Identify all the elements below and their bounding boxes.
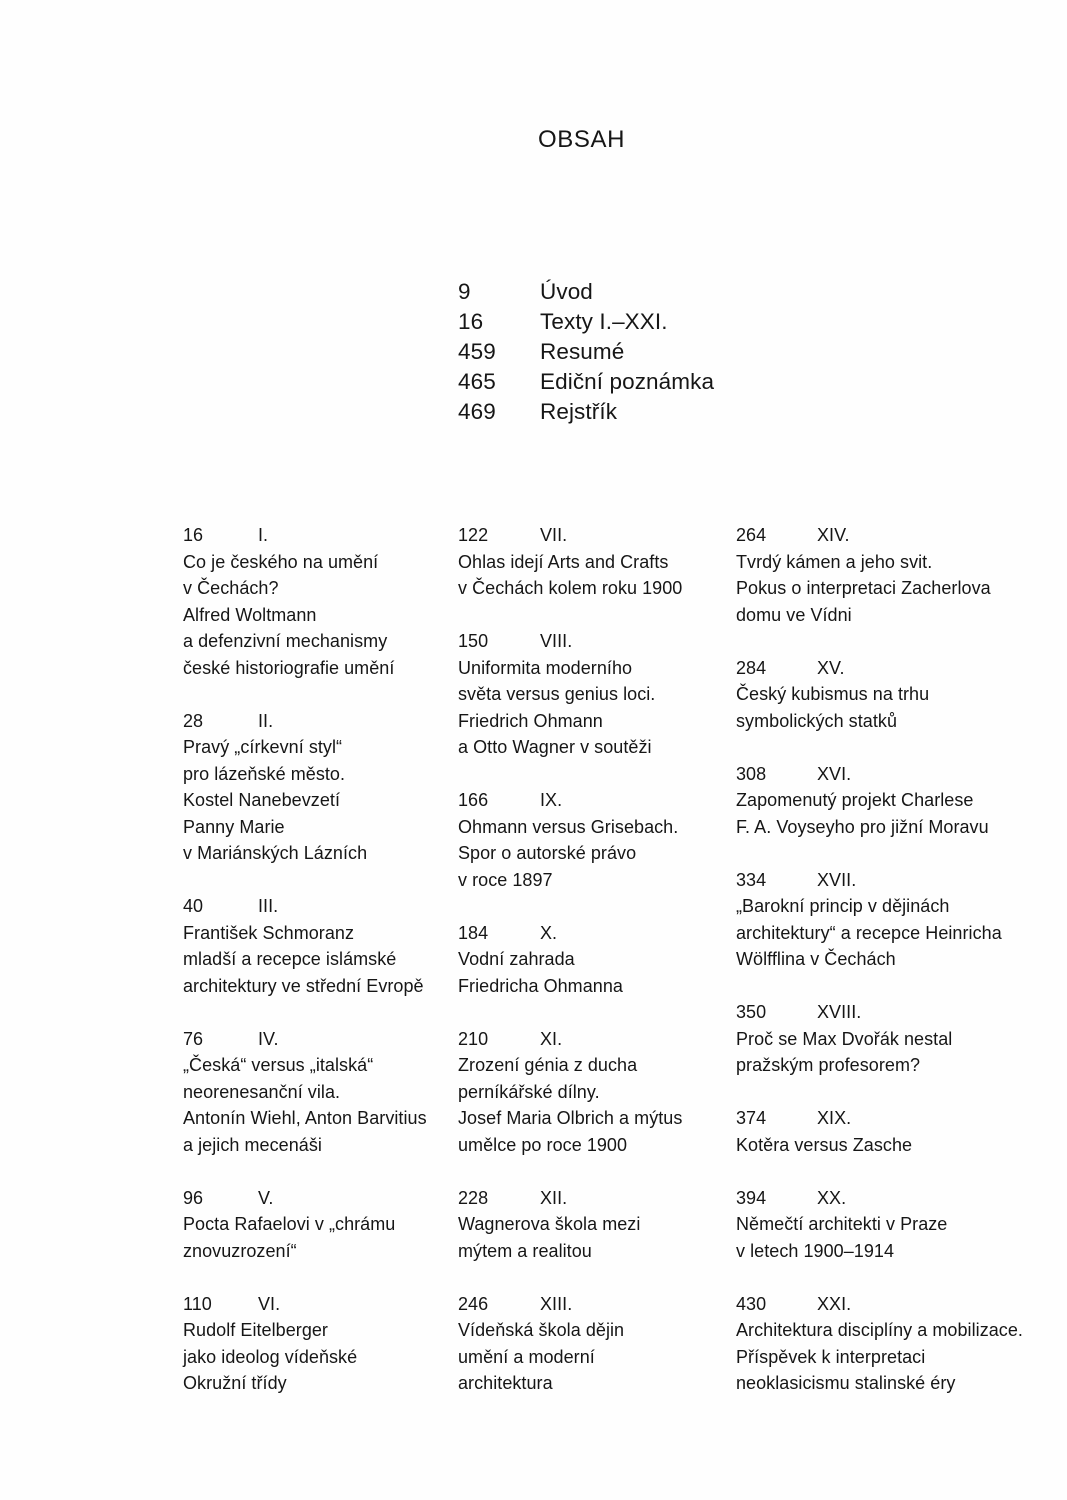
chapter-title-line: Vídeňská škola dějin xyxy=(458,1320,625,1340)
chapter-roman-numeral: XX. xyxy=(817,1187,847,1208)
chapter-page-number: 334 xyxy=(736,869,767,890)
chapter-title-line: Němečtí architekti v Praze xyxy=(736,1214,948,1234)
chapter-title-line: „Česká“ versus „italská“ xyxy=(183,1055,374,1075)
chapter-entry-head xyxy=(458,1026,758,1053)
chapter-roman-numeral: XV. xyxy=(817,657,845,678)
chapter-title-line: Wölfflina v Čechách xyxy=(736,949,896,969)
chapter-column-2 xyxy=(458,522,758,1423)
main-toc-list xyxy=(458,277,714,427)
chapter-title-line: Uniformita moderního xyxy=(458,657,633,678)
chapter-page-number: 264 xyxy=(736,525,767,545)
chapter-title-line: Friedricha Ohmanna xyxy=(458,975,623,996)
chapter-title-line: a jejich mecenáši xyxy=(183,1134,322,1155)
chapter-page-number: 110 xyxy=(183,1293,212,1314)
chapter-entry-head xyxy=(736,761,1036,788)
chapter-roman-numeral: VI. xyxy=(258,1293,281,1314)
chapter-roman-numeral: XVII. xyxy=(817,869,857,890)
chapter-entry-head xyxy=(183,1185,483,1212)
chapter-title-line: a defenzivní mechanismy xyxy=(183,631,388,651)
chapter-entry xyxy=(183,1185,483,1265)
chapter-title-line: v Čechách? xyxy=(183,578,279,598)
chapter-title-line: umění a moderní xyxy=(458,1346,595,1367)
chapter-title-line: Co je českého na umění xyxy=(183,551,379,572)
chapter-entry xyxy=(183,1291,483,1397)
chapter-roman-numeral: XXI. xyxy=(817,1293,852,1314)
chapter-roman-numeral: XVIII. xyxy=(817,1002,862,1022)
chapter-roman-numeral: IX. xyxy=(540,790,563,810)
chapter-title-line: v letech 1900–1914 xyxy=(736,1240,895,1261)
chapter-entry xyxy=(736,1185,1036,1265)
chapter-entry xyxy=(458,522,758,602)
chapter-title-line: světa versus genius loci. xyxy=(458,684,656,704)
chapter-entry xyxy=(458,1291,758,1397)
chapter-column-3 xyxy=(736,522,1036,1423)
chapter-page-number: 394 xyxy=(736,1187,767,1208)
chapter-entry xyxy=(183,522,483,681)
chapter-roman-numeral: XIV. xyxy=(817,525,850,545)
toc-page-number: 459 xyxy=(458,339,496,364)
chapter-title-line: Vodní zahrada xyxy=(458,949,575,969)
chapter-title-line: mladší a recepce islámské xyxy=(183,949,397,969)
chapter-entry xyxy=(736,761,1036,841)
toc-entry-label: Resumé xyxy=(540,339,625,364)
chapter-entry-head xyxy=(183,893,483,920)
chapter-title-line: Panny Marie xyxy=(183,816,285,837)
chapter-roman-numeral: I. xyxy=(258,525,269,545)
chapter-title-line: pro lázeňské město. xyxy=(183,763,346,784)
chapter-title-line: Josef Maria Olbrich a mýtus xyxy=(458,1108,683,1128)
chapter-entry-head xyxy=(736,1291,1036,1318)
main-toc-row xyxy=(458,307,714,337)
chapter-title-line: v Čechách kolem roku 1900 xyxy=(458,578,683,598)
chapter-title-line: Okružní třídy xyxy=(183,1373,287,1393)
chapter-page-number: 210 xyxy=(458,1028,489,1049)
chapter-roman-numeral: XI. xyxy=(540,1028,563,1049)
chapter-title-line: „Barokní princip v dějinách xyxy=(736,896,950,916)
chapter-page-number: 150 xyxy=(458,631,489,651)
chapter-title-line: F. A. Voyseyho pro jižní Moravu xyxy=(736,816,989,837)
chapter-title-line: Rudolf Eitelberger xyxy=(183,1320,328,1340)
chapter-title-line: Pokus o interpretaci Zacherlova xyxy=(736,578,991,598)
chapter-title-line: a Otto Wagner v soutěži xyxy=(458,737,652,757)
main-toc-row xyxy=(458,397,714,427)
chapter-title-line: Tvrdý kámen a jeho svit. xyxy=(736,551,933,572)
toc-entry-label: Úvod xyxy=(540,279,593,304)
chapter-entry xyxy=(183,893,483,999)
chapter-entry-head xyxy=(458,920,758,947)
chapter-roman-numeral: XIX. xyxy=(817,1108,852,1128)
chapter-entry-head xyxy=(736,867,1036,894)
chapter-title-line: v Mariánských Lázních xyxy=(183,843,368,863)
chapter-title-line: architektury ve střední Evropě xyxy=(183,975,424,996)
chapter-title-line: Pravý „církevní styl“ xyxy=(183,737,343,757)
main-toc-row xyxy=(458,277,714,307)
chapter-title-line: Friedrich Ohmann xyxy=(458,710,603,731)
chapter-column-1 xyxy=(183,522,483,1423)
chapter-title-line: české historiografie umění xyxy=(183,657,395,678)
chapter-title-line: Pocta Rafaelovi v „chrámu xyxy=(183,1214,396,1234)
chapter-entry xyxy=(736,1291,1036,1397)
chapter-roman-numeral: VIII. xyxy=(540,631,573,651)
main-toc-row xyxy=(458,337,714,367)
chapter-title-line: neorenesanční vila. xyxy=(183,1081,341,1102)
chapter-page-number: 350 xyxy=(736,1002,767,1022)
main-toc-row xyxy=(458,367,714,397)
chapter-page-number: 308 xyxy=(736,763,767,784)
chapter-title-line: Proč se Max Dvořák nestal xyxy=(736,1028,953,1049)
chapter-title-line: Alfred Woltmann xyxy=(183,604,317,625)
chapter-entry-head xyxy=(736,1185,1036,1212)
chapter-roman-numeral: IV. xyxy=(258,1028,279,1049)
chapter-entry-head xyxy=(736,999,1036,1026)
chapter-entry-head xyxy=(183,522,483,549)
chapter-title-line: Antonín Wiehl, Anton Barvitius xyxy=(183,1108,427,1128)
chapter-page-number: 246 xyxy=(458,1293,489,1314)
chapter-title-line: Wagnerova škola mezi xyxy=(458,1214,641,1234)
chapter-title-line: František Schmoranz xyxy=(183,922,355,943)
chapter-roman-numeral: XIII. xyxy=(540,1293,573,1314)
chapter-entry xyxy=(458,920,758,1000)
chapter-title-line: Zrození génia z ducha xyxy=(458,1055,638,1075)
chapter-title-line: symbolických statků xyxy=(736,710,897,731)
chapter-page-number: 166 xyxy=(458,790,489,810)
toc-page-number: 469 xyxy=(458,399,496,424)
chapter-title-line: Kostel Nanebevzetí xyxy=(183,790,340,810)
chapter-page-number: 284 xyxy=(736,657,767,678)
chapter-title-line: znovuzrození“ xyxy=(183,1240,297,1261)
chapter-page-number: 76 xyxy=(183,1028,204,1049)
chapter-entry-head xyxy=(458,1185,758,1212)
chapter-roman-numeral: II. xyxy=(258,710,274,731)
chapter-page-number: 16 xyxy=(183,525,204,545)
page-title: OBSAH xyxy=(538,126,626,153)
chapter-title-line: Kotěra versus Zasche xyxy=(736,1134,913,1155)
chapter-entry-head xyxy=(458,522,758,549)
chapter-page-number: 122 xyxy=(458,525,489,545)
chapter-page-number: 96 xyxy=(183,1187,204,1208)
chapter-title-line: Architektura disciplíny a mobilizace. xyxy=(736,1320,1023,1340)
chapter-title-line: jako ideolog vídeňské xyxy=(183,1346,358,1367)
chapter-title-line: architektury“ a recepce Heinricha xyxy=(736,922,1002,943)
toc-entry-label: Texty I.–XXI. xyxy=(540,309,668,334)
chapter-roman-numeral: V. xyxy=(258,1187,274,1208)
chapter-entry xyxy=(736,1105,1036,1158)
chapter-entry-head xyxy=(736,655,1036,682)
chapter-roman-numeral: VII. xyxy=(540,525,568,545)
chapter-entry-head xyxy=(183,708,483,735)
chapter-entry xyxy=(183,708,483,867)
chapter-entry-head xyxy=(736,1105,1036,1132)
chapter-title-line: umělce po roce 1900 xyxy=(458,1134,628,1155)
chapter-entry-head xyxy=(458,628,758,655)
chapter-roman-numeral: X. xyxy=(540,922,558,943)
chapter-entry-head xyxy=(458,787,758,814)
chapter-entry-head xyxy=(458,1291,758,1318)
chapter-page-number: 228 xyxy=(458,1187,489,1208)
chapter-title-line: perníkářské dílny. xyxy=(458,1081,600,1102)
toc-page-number: 465 xyxy=(458,369,496,394)
chapter-page-number: 430 xyxy=(736,1293,767,1314)
chapter-title-line: Ohmann versus Grisebach. xyxy=(458,816,679,837)
chapter-entry xyxy=(458,787,758,893)
chapter-entry xyxy=(736,867,1036,973)
chapter-entry-head xyxy=(183,1026,483,1053)
chapter-entry-head xyxy=(736,522,1036,549)
chapter-page-number: 374 xyxy=(736,1108,767,1128)
chapter-entry xyxy=(458,1026,758,1159)
chapter-title-line: v roce 1897 xyxy=(458,869,553,890)
toc-page-number: 16 xyxy=(458,309,484,334)
chapter-page-number: 184 xyxy=(458,922,489,943)
chapter-roman-numeral: III. xyxy=(258,896,279,916)
chapter-title-line: neoklasicismu stalinské éry xyxy=(736,1373,956,1393)
chapter-entry xyxy=(183,1026,483,1159)
chapter-title-line: domu ve Vídni xyxy=(736,604,852,625)
chapter-title-line: Příspěvek k interpretaci xyxy=(736,1346,926,1367)
chapter-title-line: architektura xyxy=(458,1373,553,1393)
chapter-title-line: Český kubismus na trhu xyxy=(736,684,930,704)
chapter-roman-numeral: XII. xyxy=(540,1187,568,1208)
chapter-title-line: mýtem a realitou xyxy=(458,1240,592,1261)
chapter-entry xyxy=(736,522,1036,628)
chapter-roman-numeral: XVI. xyxy=(817,763,852,784)
chapter-title-line: Ohlas idejí Arts and Crafts xyxy=(458,551,669,572)
toc-entry-label: Rejstřík xyxy=(540,399,618,424)
chapter-title-line: Zapomenutý projekt Charlese xyxy=(736,790,974,810)
chapter-entry xyxy=(736,999,1036,1079)
chapter-entry xyxy=(458,628,758,761)
chapter-entry-head xyxy=(183,1291,483,1318)
chapter-title-line: Spor o autorské právo xyxy=(458,843,637,863)
chapter-page-number: 28 xyxy=(183,710,204,731)
toc-entry-label: Ediční poznámka xyxy=(540,369,715,394)
chapter-entry xyxy=(736,655,1036,735)
toc-page-number: 9 xyxy=(458,279,471,304)
chapter-title-line: pražským profesorem? xyxy=(736,1055,921,1075)
chapter-entry xyxy=(458,1185,758,1265)
chapter-page-number: 40 xyxy=(183,896,204,916)
